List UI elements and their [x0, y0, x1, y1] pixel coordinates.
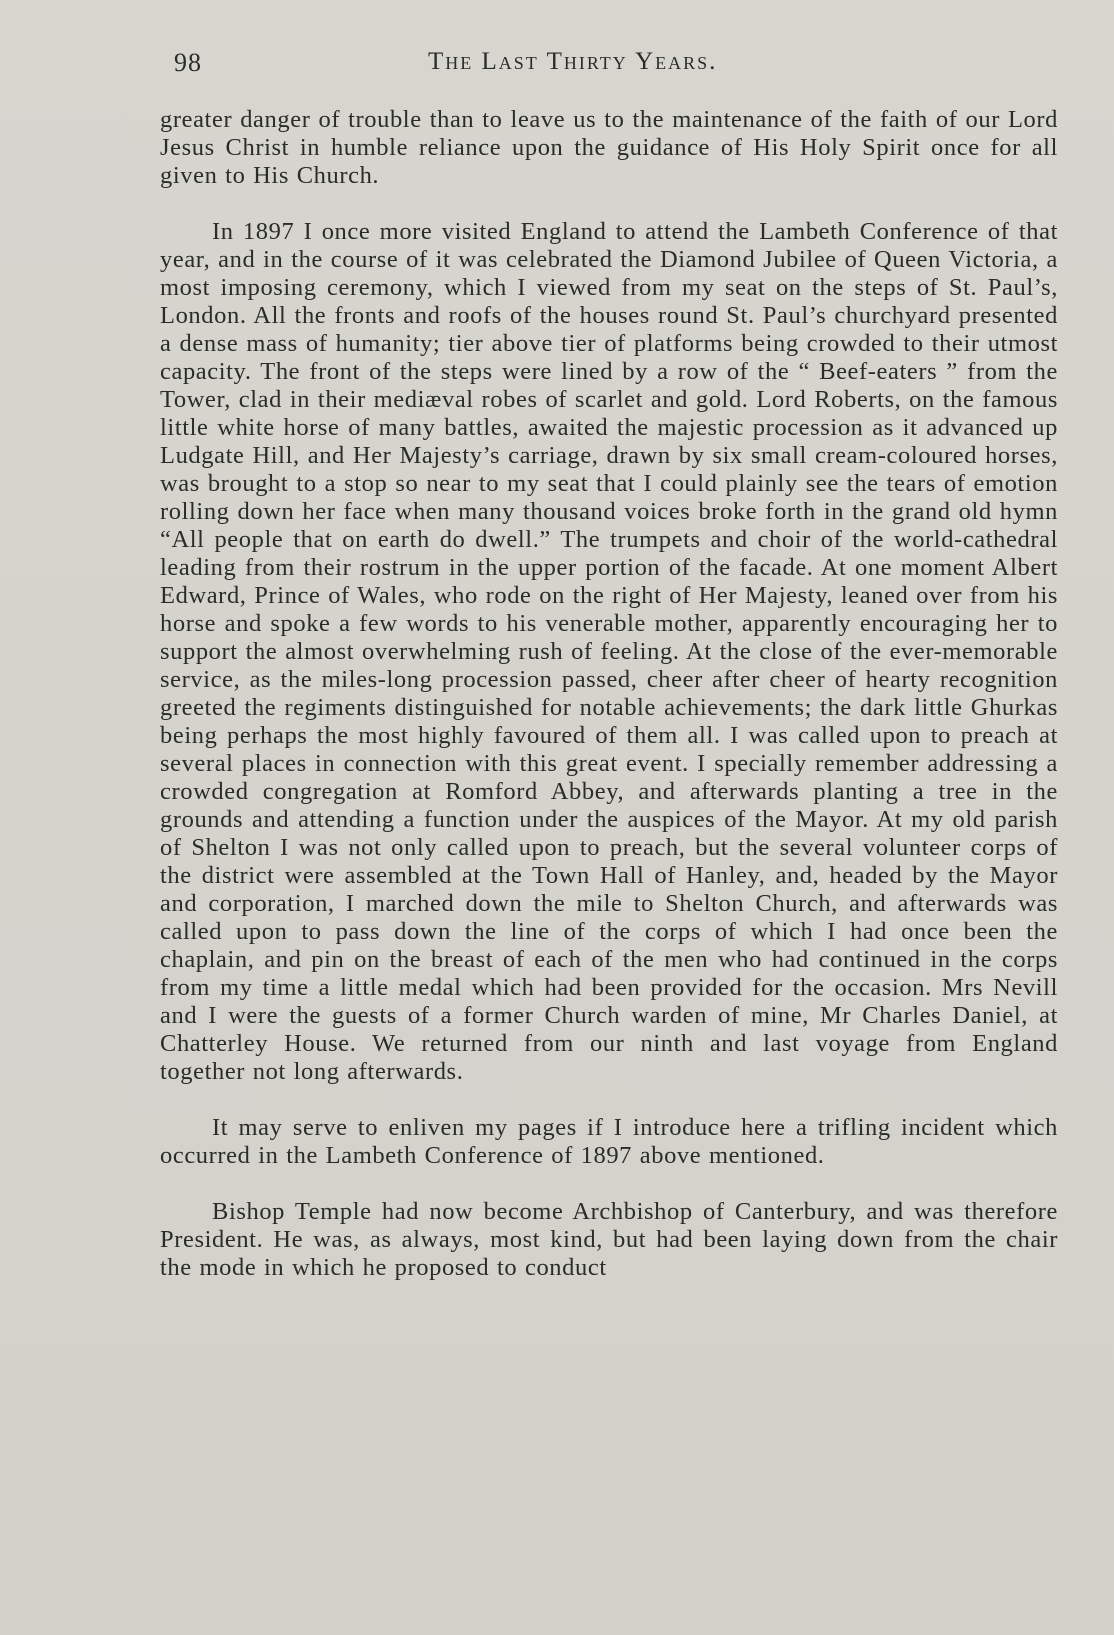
- paragraph-continued: greater danger of trouble than to leave us to the maintenance of the faith of our Lord Jesus Christ in humble reliance upon the guidance of His Holy Spirit once for all given to His Church.: [160, 106, 1058, 189]
- paragraph-lambeth-incident: It may serve to enliven my pages if I introduce here a trifling incident which occurred in the Lambeth Conference of 1897 above mentioned.: [160, 1114, 1058, 1169]
- paragraph-bishop-temple: Bishop Temple had now become Archbishop of Canterbury, and was therefore President. He was, as always, most kind, but had been laying down from the chair the mode in which he proposed to conduct: [160, 1198, 1058, 1281]
- page-number: 98: [174, 48, 202, 77]
- paragraph-jubilee: In 1897 I once more visited England to attend the Lambeth Conference of that year, and in the course of it was celebrated the Diamond Jubilee of Queen Victoria, a most imposing ceremony, which I viewed from my seat on the steps of St. Paul’s, London. All the fronts and roofs of the houses round St. Paul’s churchyard presented a dense mass of humanity; tier above tier of platforms being crowded to their utmost capacity. The front of the steps were lined by a row of the “ Beef-eaters ” from the Tower, clad in their mediæval robes of scarlet and gold. Lord Roberts, on the famous little white horse of many battles, awaited the majestic procession as it advanced up Ludgate Hill, and Her Majesty’s carriage, drawn by six small cream-coloured horses, was brought to a stop so near to my seat that I could plainly see the tears of emotion rolling down her face when many thousand voices broke forth in the grand old hymn “All people that on earth do dwell.” The trumpets and choir of the world-cathedral leading from their rostrum in the upper portion of the facade. At one moment Albert Edward, Prince of Wales, who rode on the right of Her Majesty, leaned over from his horse and spoke a few words to his venerable mother, apparently encouraging her to support the almost overwhelming rush of feeling. At the close of the ever-memorable service, as the miles-long procession passed, cheer after cheer of hearty recognition greeted the regiments distinguished for notable achievements; the dark little Ghurkas being perhaps the most highly favoured of them all. I was called upon to preach at several places in connection with this great event. I specially remember addressing a crowded congregation at Romford Abbey, and afterwards planting a tree in the grounds and attending a function under the auspices of the Mayor. At my old parish of Shelton I was not only called upon to preach, but the several volunteer corps of the district were assembled at the Town Hall of Hanley, and, headed by the Mayor and corporation, I marched down the mile to Shelton Church, and afterwards was called upon to pass down the line of the corps of which I had once been the chaplain, and pin on the breast of each of the men who had continued in the corps from my time a little medal which had been provided for the occasion. Mrs Nevill and I were the guests of a former Church warden of mine, Mr Charles Daniel, at Chatterley House. We returned from our ninth and last voyage from England together not long afterwards.: [160, 218, 1058, 1085]
- running-head: [160, 44, 1058, 84]
- body-text: [160, 106, 1058, 1282]
- running-title: The Last Thirty Years.: [428, 48, 718, 75]
